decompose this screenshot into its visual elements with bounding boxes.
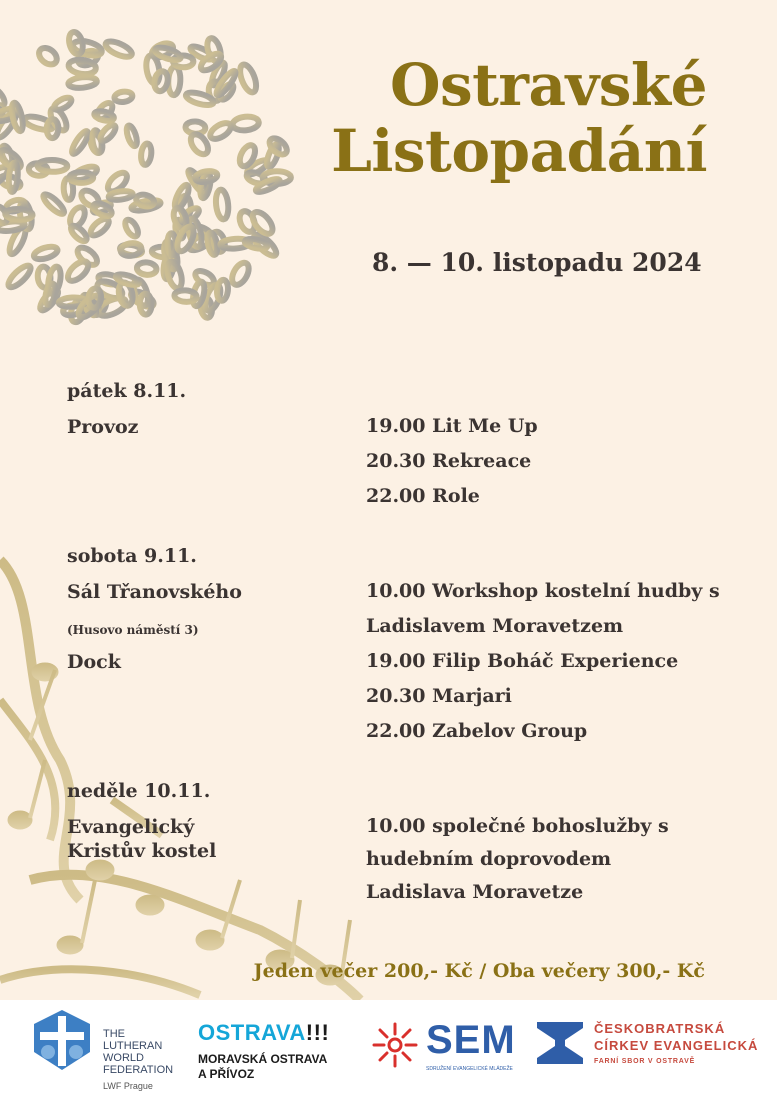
leaf xyxy=(208,120,234,142)
leaf xyxy=(114,90,133,103)
leaf xyxy=(0,85,7,108)
lwf-line: LUTHERAN xyxy=(103,1040,163,1052)
leaf xyxy=(120,242,142,258)
leaf xyxy=(104,38,134,60)
venue-sal-tranovskeho: Sál Třanovského xyxy=(67,581,242,603)
leaf xyxy=(165,260,185,290)
program-item: 20.30 Marjari xyxy=(366,685,512,707)
day-heading-friday: pátek 8.11. xyxy=(67,380,187,402)
lwf-line: FEDERATION xyxy=(103,1064,174,1076)
day-heading-sunday: neděle 10.11. xyxy=(67,780,211,802)
sem-burst-icon xyxy=(370,1020,420,1070)
lwf-logo-icon xyxy=(30,1008,94,1072)
venue-evangelicky-kostel xyxy=(67,815,216,863)
program-item: Ladislava Moravetze xyxy=(366,881,584,903)
program-item: 10.00 Workshop kostelní hudby s xyxy=(366,580,720,602)
program-item: 22.00 Role xyxy=(366,485,480,507)
cce-logo xyxy=(594,1020,758,1065)
leaf xyxy=(5,263,33,291)
program-item: 10.00 společné bohoslužby s xyxy=(366,815,669,837)
leaf xyxy=(68,76,98,89)
venue-line-2: Kristův kostel xyxy=(67,840,217,862)
program-item: 19.00 Lit Me Up xyxy=(366,415,538,437)
leaf xyxy=(174,290,197,303)
day-heading-saturday: sobota 9.11. xyxy=(67,545,197,567)
lwf-line: WORLD xyxy=(103,1052,144,1064)
sem-logo xyxy=(370,1018,516,1078)
event-dates: 8. — 10. listopadu 2024 xyxy=(372,248,702,277)
title-line-2: Listopadání xyxy=(331,117,707,185)
leaf xyxy=(88,216,111,238)
event-title xyxy=(331,52,707,184)
venue-provoz: Provoz xyxy=(67,416,139,438)
sem-subtitle: SDRUŽENÍ EVANGELICKÉ MLÁDEŽE xyxy=(426,1066,513,1072)
lwf-prague: LWF Prague xyxy=(103,1081,153,1091)
cce-line-3: FARNÍ SBOR V OSTRAVĚ xyxy=(594,1058,696,1065)
leaf xyxy=(108,190,133,201)
program-item: 22.00 Zabelov Group xyxy=(366,720,588,742)
leaf xyxy=(69,223,89,243)
lwf-name xyxy=(103,1028,173,1076)
ostrava-wordmark: OSTRAVA xyxy=(198,1020,306,1045)
program-item: hudebním doprovodem xyxy=(366,848,612,870)
ostrava-logo xyxy=(198,1020,329,1082)
program-item: Ladislavem Moravetzem xyxy=(366,615,624,637)
leaf xyxy=(125,124,139,147)
program-item: 19.00 Filip Boháč Experience xyxy=(366,650,679,672)
cce-chalice-icon xyxy=(535,1020,585,1066)
cce-line-2: CÍRKEV EVANGELICKÁ xyxy=(594,1038,759,1053)
venue-line-1: Evangelický xyxy=(67,816,195,838)
partner-logos xyxy=(0,1000,777,1100)
sem-wordmark: SEM xyxy=(426,1018,516,1062)
venue-address: (Husovo náměstí 3) xyxy=(67,623,199,637)
leaf xyxy=(140,143,153,165)
leaf xyxy=(237,62,259,94)
leaf xyxy=(123,218,141,239)
title-line-1: Ostravské xyxy=(389,51,707,119)
ostrava-line-2: A PŘÍVOZ xyxy=(198,1067,255,1081)
leaf xyxy=(232,115,259,131)
ostrava-line-1: MORAVSKÁ OSTRAVA xyxy=(198,1052,328,1066)
leaf xyxy=(69,129,90,155)
leaf xyxy=(98,123,118,144)
leaf-canopy xyxy=(0,31,291,324)
leaf xyxy=(215,189,230,220)
program-item: 20.30 Rekreace xyxy=(366,450,532,472)
leaf xyxy=(36,45,60,68)
leaf xyxy=(32,244,58,261)
venue-dock: Dock xyxy=(67,651,121,673)
leaf xyxy=(65,258,92,284)
leaf xyxy=(136,261,157,275)
leaf xyxy=(229,260,252,287)
lwf-line: THE xyxy=(103,1028,125,1040)
leaf xyxy=(52,95,73,112)
ticket-price: Jeden večer 200,- Kč / Oba večery 300,- Kč xyxy=(253,960,705,982)
ostrava-exclamation: !!! xyxy=(305,1020,330,1045)
cce-line-1: ČESKOBRATRSKÁ xyxy=(594,1021,726,1036)
